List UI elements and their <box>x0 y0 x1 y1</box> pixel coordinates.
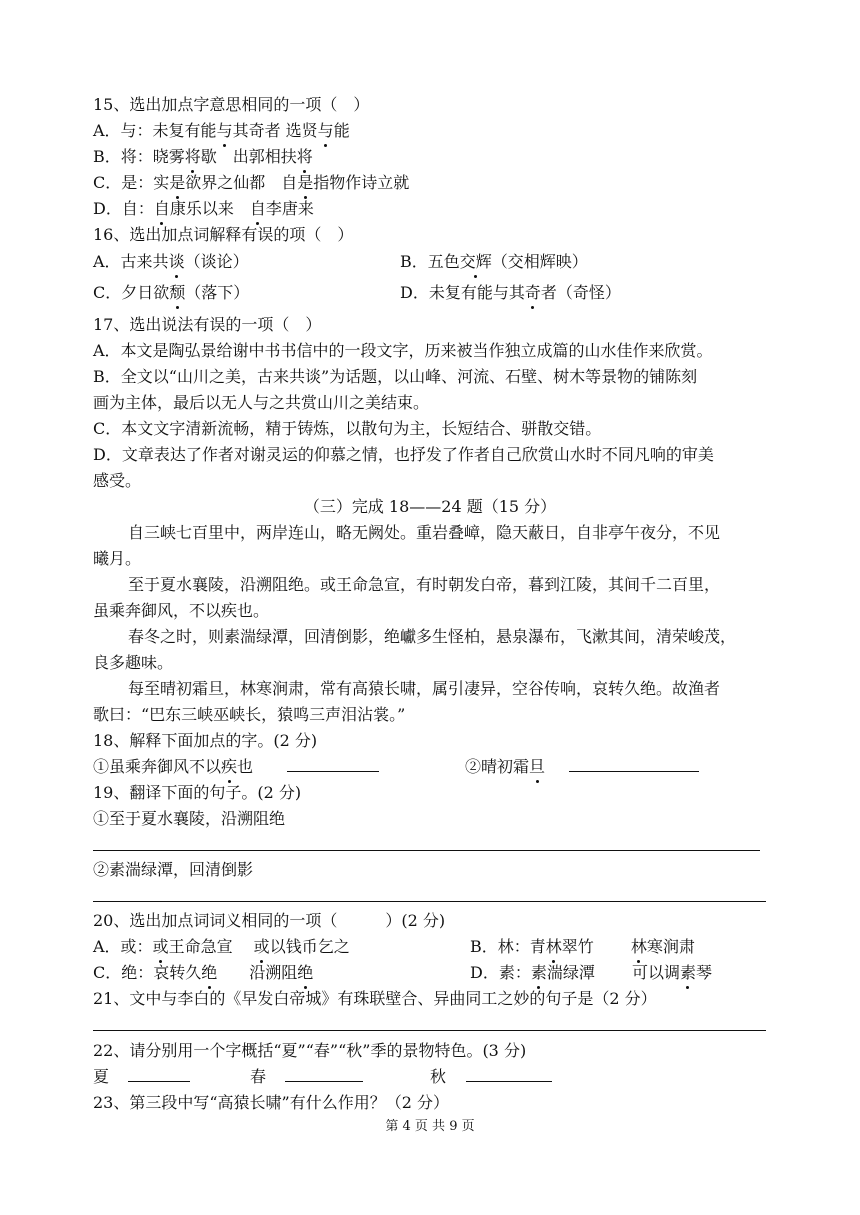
q19-item-2: ②素湍绿潭，回清倒影 <box>93 860 254 879</box>
passage-p3-cont: 良多趣味。 <box>93 653 174 672</box>
q21-answer-line[interactable] <box>93 1030 766 1031</box>
q15-option-c: C．是：实是欲界之仙都 自是指物作诗立就 <box>93 173 410 192</box>
q20-option-b: B．林：青林翠竹 林寒涧肃 <box>470 937 695 956</box>
q22-spring-answer[interactable] <box>285 1067 363 1082</box>
q22-stem: 22、请分别用一个字概括“夏”“春”“秋”季的景物特色。(3 分) <box>93 1041 527 1060</box>
q22-summer-answer[interactable] <box>128 1067 190 1082</box>
q21-stem: 21、文中与李白的《早发白帝城》有珠联壁合、异曲同工之妙的句子是（2 分） <box>93 989 657 1008</box>
q18-item-1: ①虽乘奔御风不以疾也 <box>93 757 254 776</box>
passage-p4: 每至晴初霜旦，林寒涧肃，常有高猿长啸，属引凄异，空谷传响，哀转久绝。故渔者 <box>128 679 721 698</box>
q23-stem: 23、第三段中写“高猿长啸”有什么作用？（2 分） <box>93 1093 449 1112</box>
q16-option-d: D．未复有能与其奇者（奇怪） <box>400 283 621 302</box>
passage-p2: 至于夏水襄陵，沿溯阻绝。或王命急宣，有时朝发白帝，暮到江陵，其间千二百里， <box>128 575 721 594</box>
q22-spring-label: 春 <box>250 1067 267 1086</box>
q16-option-b: B．五色交辉（交相辉映） <box>400 252 588 271</box>
q19-item-1: ①至于夏水襄陵，沿溯阻绝 <box>93 809 286 828</box>
q15-option-b: B．将：晓雾将歇 出郭相扶将 <box>93 147 313 166</box>
q16-option-a: A．古来共谈（谈论） <box>93 252 249 271</box>
q18-answer-2[interactable] <box>569 757 699 772</box>
q20-stem: 20、选出加点词词义相同的一项（ ）(2 分) <box>93 911 446 930</box>
q17-option-c: C．本文文字清新流畅，精于铸炼，以散句为主，长短结合、骈散交错。 <box>93 419 602 438</box>
q19-answer-line-2[interactable] <box>93 901 766 902</box>
q17-option-d: D．文章表达了作者对谢灵运的仰慕之情，也抒发了作者自己欣赏山水时不同凡响的审美 <box>93 445 714 464</box>
passage-p3: 春冬之时，则素湍绿潭，回清倒影，绝巘多生怪柏，悬泉瀑布，飞漱其间，清荣峻茂， <box>128 627 737 646</box>
q20-option-d: D．素：素湍绿潭 可以调素琴 <box>470 963 712 982</box>
q17-option-b-cont: 画为主体，最后以无人与之共赏山川之美结束。 <box>93 393 430 412</box>
passage-p2-cont: 虽乘奔御风，不以疾也。 <box>93 601 270 620</box>
q22-summer-label: 夏 <box>93 1067 110 1086</box>
q17-option-a: A．本文是陶弘景给谢中书书信中的一段文字，历来被当作独立成篇的山水佳作来欣赏。 <box>93 341 713 360</box>
q18-stem: 18、解释下面加点的字。(2 分) <box>93 731 318 750</box>
section-heading: （三）完成 18——24 题（15 分） <box>303 497 557 516</box>
q16-option-c: C．夕日欲颓（落下） <box>93 283 250 302</box>
q22-autumn-label: 秋 <box>430 1067 447 1086</box>
q17-option-b: B．全文以“山川之美，古来共谈”为话题，以山峰、河流、石壁、树木等景物的铺陈刻 <box>93 367 698 386</box>
q16-stem: 16、选出加点词解释有误的项（ ） <box>93 225 354 244</box>
passage-p1-cont: 曦月。 <box>93 549 142 568</box>
q15-option-a: A．与：未复有能与其奇者 选贤与能 <box>93 121 350 140</box>
q18-answer-1[interactable] <box>287 757 379 772</box>
q19-answer-line-1[interactable] <box>93 850 760 851</box>
passage-p4-cont: 歌曰：“巴东三峡巫峡长，猿鸣三声泪沾裳。” <box>93 705 406 724</box>
q15-stem: 15、选出加点字意思相同的一项（ ） <box>93 95 370 114</box>
q19-stem: 19、翻译下面的句子。(2 分) <box>93 783 302 802</box>
q20-option-c: C．绝：哀转久绝 沿溯阻绝 <box>93 963 314 982</box>
page-footer: 第 4 页 共 9 页 <box>385 1119 475 1134</box>
q22-autumn-answer[interactable] <box>466 1067 552 1082</box>
q17-option-d-cont: 感受。 <box>93 471 142 490</box>
q17-stem: 17、选出说法有误的一项（ ） <box>93 315 322 334</box>
passage-p1: 自三峡七百里中，两岸连山，略无阙处。重岩叠嶂，隐天蔽日，自非亭午夜分，不见 <box>128 523 721 542</box>
q18-item-2: ②晴初霜旦 <box>465 757 546 776</box>
q15-option-d: D．自：自康乐以来 自李唐来 <box>93 199 314 218</box>
q20-option-a: A．或：或王命急宣 或以钱币乞之 <box>93 937 350 956</box>
